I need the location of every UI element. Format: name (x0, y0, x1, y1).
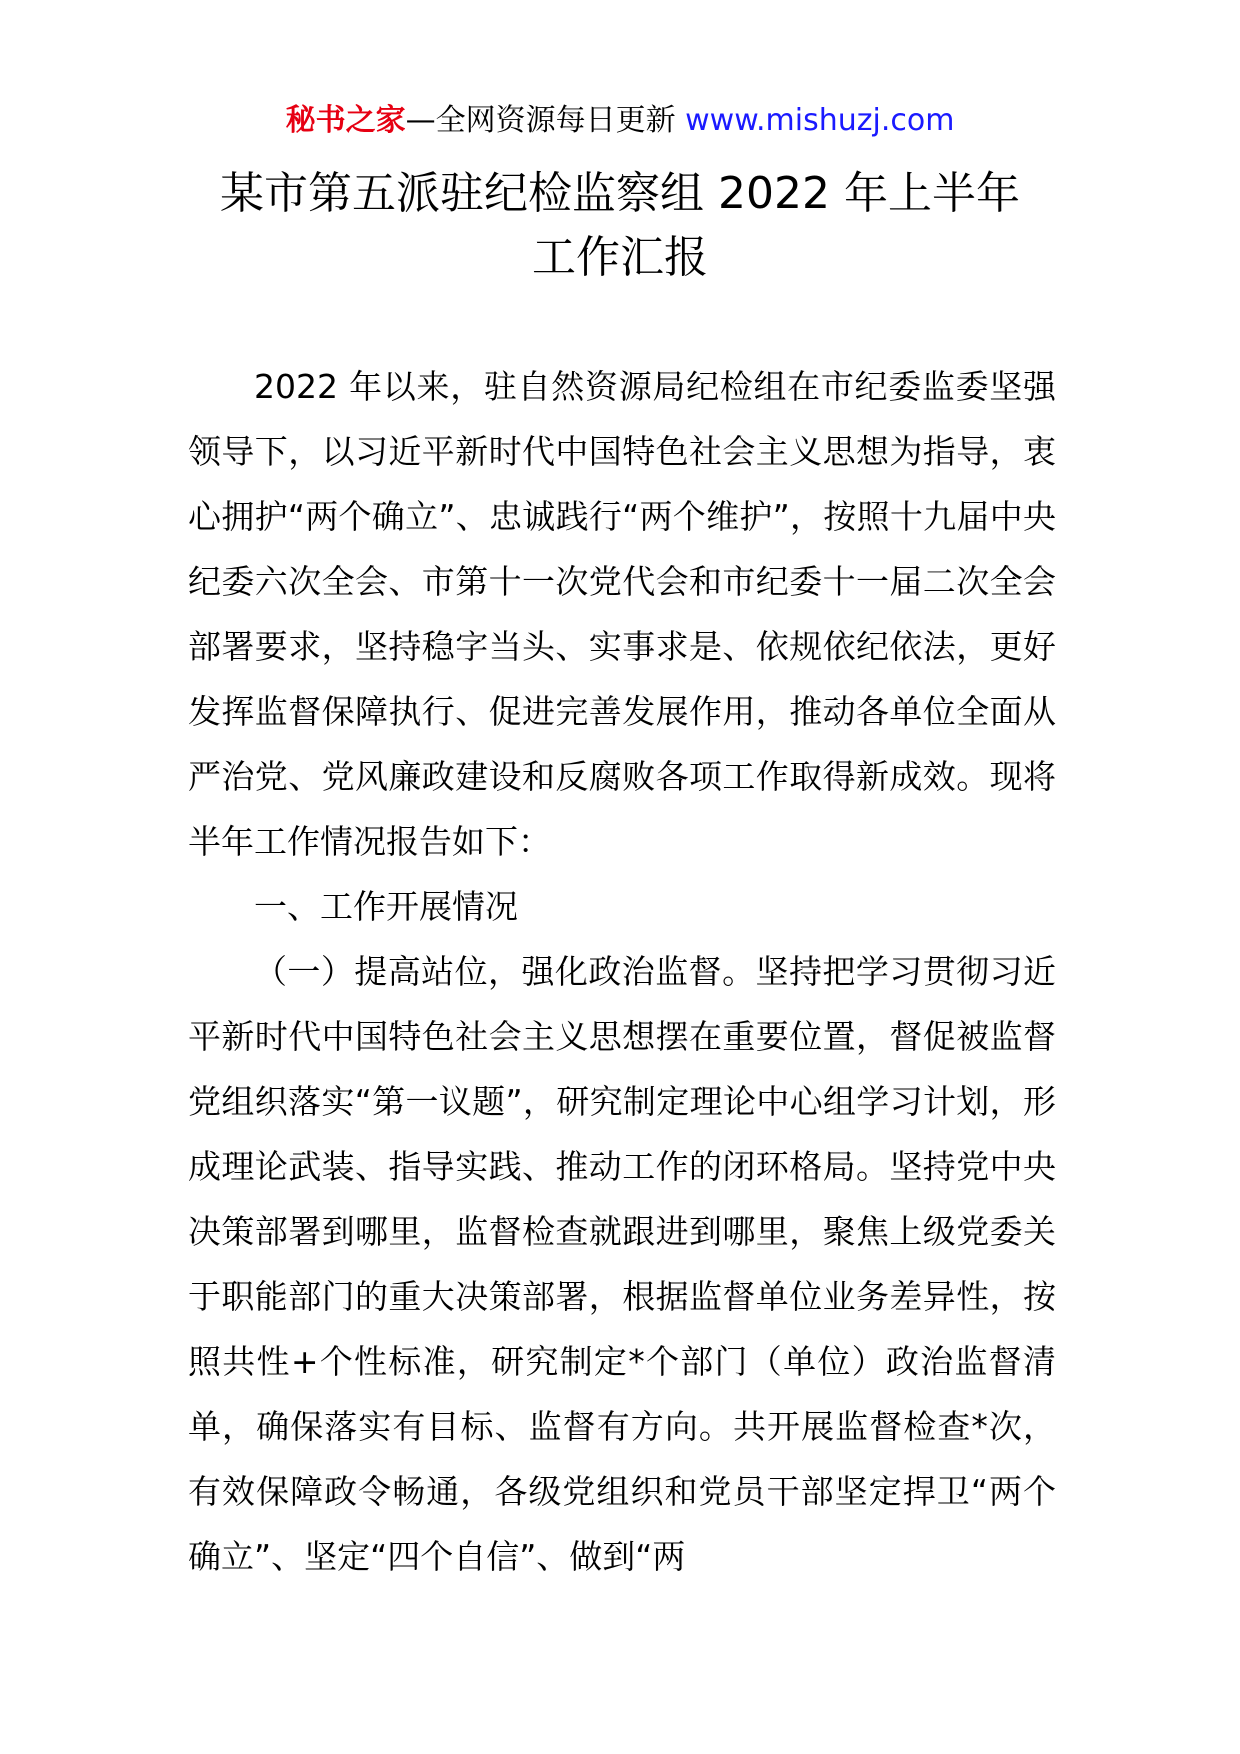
subsection-paragraph: （一）提高站位，强化政治监督。坚持把学习贯彻习近平新时代中国特色社会主义思想摆在重要位置，督促被监督党组织落实“第一议题”，研究制定理论中心组学习计划，形成理论武装、指导实践、推动工作的闭环格局。坚持党中央决策部署到哪里，监督检查就跟进到哪里，聚焦上级党委关于职能部门的重大决策部署，根据监督单位业务差异性，按照共性+个性标准，研究制定*个部门（单位）政治监督清单，确保落实有目标、监督有方向。共开展监督检查*次，有效保障政令畅通，各级党组织和党员干部坚定捍卫“两个确立”、坚定“四个自信”、做到“两 (188, 952, 1056, 1576)
brand-name: 秘书之家 (285, 103, 406, 138)
title-line-1: 某市第五派驻纪检监察组 2022 年上半年 (220, 168, 1020, 219)
document-title (0, 162, 1240, 290)
site-url-link[interactable]: www.mishuzj.com (685, 103, 955, 138)
intro-paragraph: 2022 年以来，驻自然资源局纪检组在市纪委监委坚强领导下，以习近平新时代中国特色社会主义思想为指导，衷心拥护“两个确立”、忠诚践行“两个维护”，按照十九届中央纪委六次全会、市第十一次党代会和市纪委十一届二次全会部署要求，坚持稳字当头、实事求是、依规依纪依法，更好发挥监督保障执行、促进完善发展作用，推动各单位全面从严治党、党风廉政建设和反腐败各项工作取得新成效。现将半年工作情况报告如下： (188, 367, 1056, 861)
header-tagline: —全网资源每日更新 (405, 103, 676, 138)
title-line-2: 工作汇报 (532, 232, 708, 283)
document-body (188, 354, 1056, 1589)
section-heading: 一、工作开展情况 (254, 887, 518, 926)
watermark-header (0, 98, 1240, 144)
